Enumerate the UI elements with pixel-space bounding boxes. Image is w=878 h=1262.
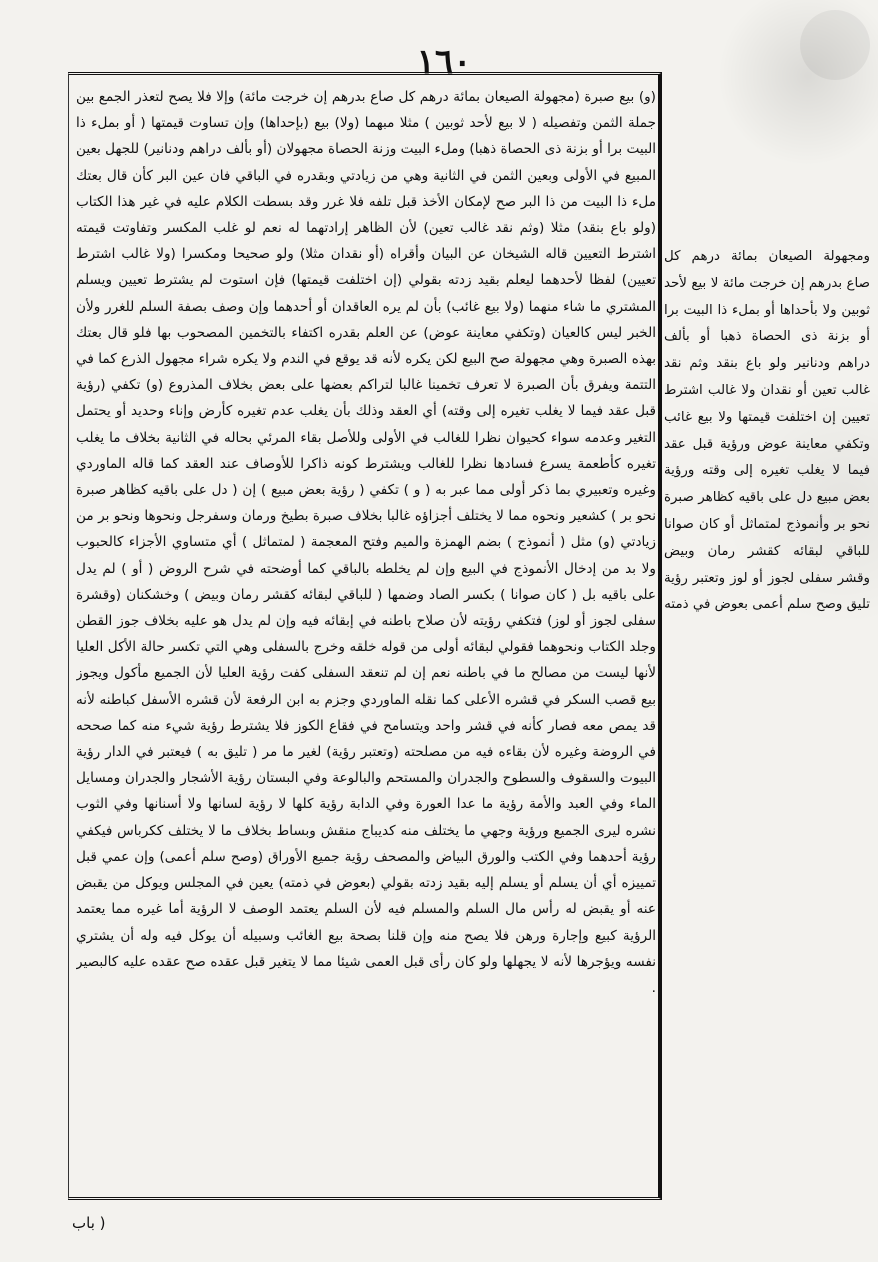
- main-text-block: [76, 84, 656, 1192]
- paper-stain: [800, 10, 870, 80]
- margin-text-block: [664, 244, 870, 619]
- main-paragraph: (و) بيع صبرة (مجهولة الصيعان بمائة درهم كل صاع بدرهم إن خرجت مائة) وإلا فلا يصح لتعذر الجمع بين جملة الثمن وتفصيله ( لا بيع لأحد ثوبين ) مثلا مبهما (ولا) بيع (بإحداها) وإن تساوت قيمتها ( أو بملء ذا البيت برا أو بزنة ذى الحصاة ذهبا) وملء البيت وزنة الحصاة مجهولان (أو بألف دراهم ودنانير) للجهل بعين المبيع في الأولى وبعين الثمن في الثانية وهي من زيادتي وبقدره في الباقي فان عين البر كأن قال بعتك ملء ذا البيت من ذا البر صح لإمكان الأخذ قبل تلفه فلا غرر وقد بسطت الكلام عليه في غير هذا الكتاب (ولو باع بنقد) مثلا (وثم نقد غالب تعين) لأن الظاهر إرادتهما له نعم لو غلب المكسر وتفاوتت قيمته اشترط التعيين قاله الشيخان عن البيان وأقراه (أو نقدان مثلا) ولو صحيحا ومكسرا (ولا غالب اشترط تعيين) لفظا لأحدهما ليعلم بقيد زدته بقولي (إن اختلفت قيمتها) فإن استوت لم يشترط تعيين ويسلم المشتري ما شاء منهما (ولا بيع غائب) بأن لم يره العاقدان أو أحدهما وإن وصف بصفة السلم للغرر ولأن الخبر ليس كالعيان (وتكفي معاينة عوض) عن العلم بقدره اكتفاء بالتخمين المصحوب بها فلو قال بعتك بهذه الصبرة وهي مجهولة صح البيع لكن يكره لأنه قد يوقع في الندم ولا يكره شراء مجهول الذرع كما في التتمة ويفرق بأن الصبرة لا تعرف تخمينا غالبا لتراكم بعضها على بعض بخلاف المذروع (و) تكفي (رؤية قبل عقد فيما لا يغلب تغيره إلى وقته) أي العقد وذلك بأن يغلب عدم تغيره كأرض وإناء وحديد أو يحتمل التغير وعدمه سواء كحيوان نظرا للغالب في الأولى وللأصل بقاء المرئي بحاله في الثانية بخلاف ما يغلب تغيره كأطعمة يسرع فسادها نظرا للغالب ويشترط كونه ذاكرا للأوصاف عند العقد كما قاله الماوردي وغيره وتعبيري بما ذكر أولى مما عبر به ( و ) تكفي ( رؤية بعض مبيع ) إن ( دل على باقيه كظاهر صبرة نحو بر ) كشعير ونحوه مما لا يختلف أجزاؤه غالبا بخلاف صبرة بطيخ ورمان وسفرجل ونحوها ونحو بر من زيادتي (و) مثل ( أنموذج ) بضم الهمزة والميم وفتح المعجمة ( لمتماثل ) أي متساوي الأجزاء كالحبوب ولا بد من إدخال الأنموذج في البيع وإن لم يخلطه بالباقي كما أوضحته في شرح الروض ( أو ) لم يدل على باقيه بل ( كان صوانا ) بكسر الصاد وضمها ( للباقي لبقائه كقشر رمان وبيض ) وخشكنان (وقشرة سفلى لجوز أو لوز) فتكفي رؤيته لأن صلاح باطنه في إبقائه فيه وإن لم يدل هو عليه بخلاف جوز القطن وجلد الكتاب ونحوهما فقولي لبقائه أولى من قوله خلقه وخرج بالسفلى وهي التي تكسر حالة الأكل العليا لأنها ليست من مصالح ما في باطنه نعم إن لم تنعقد السفلى كفت رؤية العليا لأن الجميع مأكول ويجوز بيع قصب السكر في قشره الأعلى كما نقله الماوردي وجزم به ابن الرفعة لأن قشره الأسفل كباطنه لأنه قد يمص معه فصار كأنه في قشر واحد ويتسامح في فقاع الكوز فلا يشترط رؤية شيء منه كما صححه في الروضة وغيره لأن بقاءه فيه من مصلحته (وتعتبر رؤية) لغير ما مر ( تليق به ) فيعتبر في الدار رؤية البيوت والسقوف والسطوح والجدران والمستحم والبالوعة وفي البستان رؤية الأشجار والجدران ومسايل الماء وفي العبد والأمة رؤية ما عدا العورة وفي الدابة رؤية كلها لا رؤية لسانها ولا أسنانها وفي الثوب نشره ليرى الجميع ورؤية وجهي ما يختلف منه كديباج منقش وبساط بخلاف ما لا يختلف ككرباس فيكفي رؤية أحدهما وفي الكتب والورق البياض والمصحف رؤية جميع الأوراق (وصح سلم أعمى) وإن عمي قبل تمييزه أي أن يسلم أو يسلم إليه بقيد زدته بقولي (بعوض في ذمته) يعين في المجلس ويوكل من يقبض عنه أو يقبض له رأس مال السلم والمسلم فيه لأن السلم يعتمد الوصف لا الرؤية أما غيره مما يعتمد الرؤية كبيع وإجارة ورهن فلا يصح منه وإن قلنا بصحة بيع الغائب وسبيله أن يوكل فيه وله أن يشتري نفسه ويؤجرها لأنه لا يجهلها ولو كان رأى قبل العمى شيئا مما لا يتغير قبل عقده صح عقده عليه كالبصير .: [76, 89, 656, 996]
- margin-paragraph: ومجهولة الصيعان بمائة درهم كل صاع بدرهم إن خرجت مائة لا بيع لأحد ثوبين ولا بأحداها أو بملء ذا البيت برا أو بزنة ذى الحصاة ذهبا أو بألف دراهم ودنانير ولو باع بنقد وثم نقد غالب تعين أو نقدان ولا غالب اشترط تعيين إن اختلفت قيمتها ولا بيع غائب وتكفي معاينة عوض ورؤية قبل عقد فيما لا يغلب تغيره إلى وقته ورؤية بعض مبيع دل على باقيه كظاهر صبرة نحو بر وأنموذج لمتماثل أو كان صوانا للباقي لبقائه كقشر رمان وبيض وقشر سفلى لجوز أو لوز وتعتبر رؤية تليق وصح سلم أعمى بعوض في ذمته: [664, 249, 870, 613]
- catchword: ( باب: [72, 1214, 106, 1232]
- page-number: ١٦٠: [416, 42, 472, 82]
